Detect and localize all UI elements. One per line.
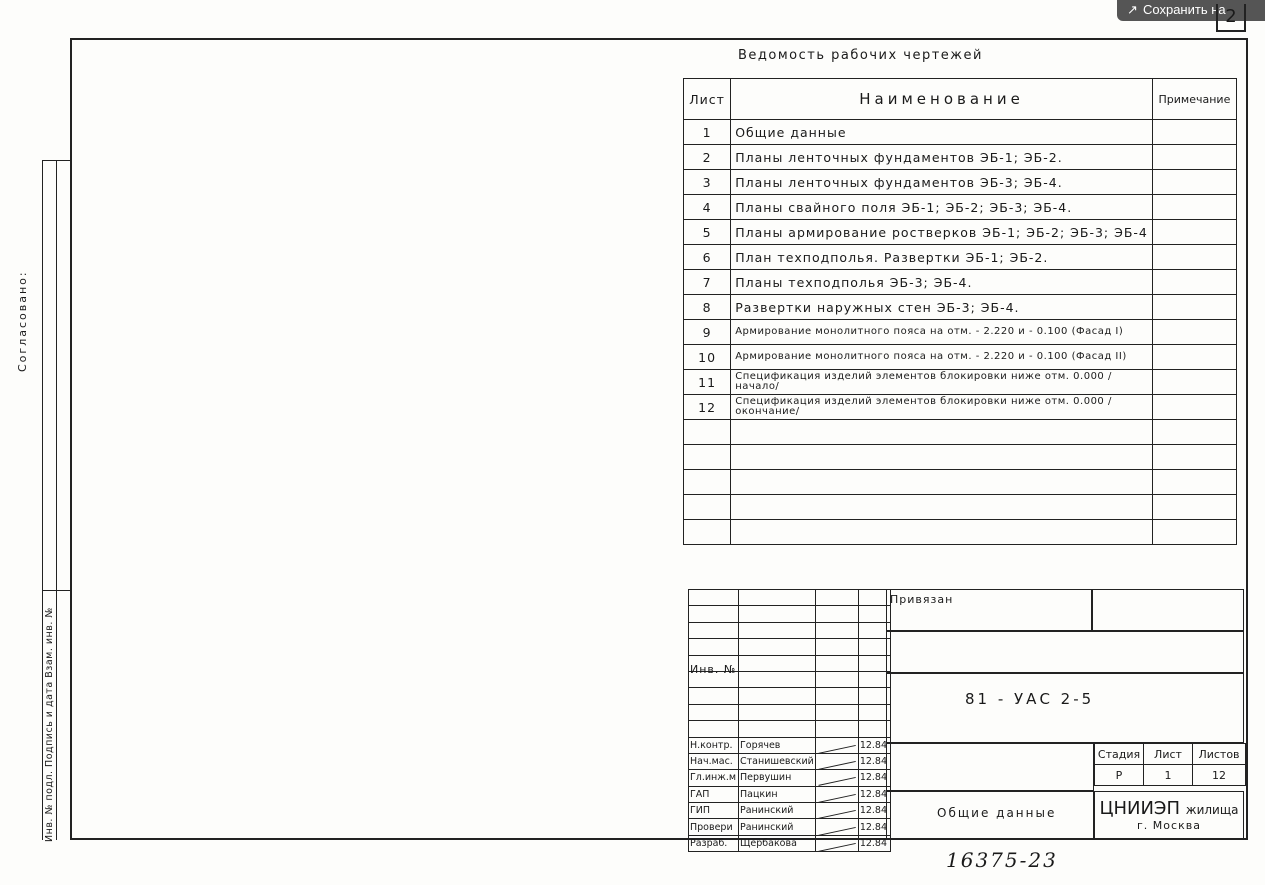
sheet-title: Развертки наружных стен ЭБ-3; ЭБ-4. (731, 295, 1153, 320)
table-row (684, 270, 1237, 295)
signature-row-empty (689, 688, 891, 704)
sheet-number: 4 (684, 195, 731, 220)
stage-grid (1094, 743, 1246, 786)
sheet-number: 3 (684, 170, 731, 195)
table-row-empty (684, 520, 1237, 545)
sheet-title: План техподполья. Развертки ЭБ-1; ЭБ-2. (731, 245, 1153, 270)
sheet-note (1152, 395, 1236, 420)
header-note: Примечание (1152, 79, 1236, 120)
signature-name: Горячев (739, 737, 816, 753)
sheet-note (1152, 320, 1236, 345)
sheet-number: 5 (684, 220, 731, 245)
org-city: г. Москва (1137, 819, 1201, 832)
sheet-number: 8 (684, 295, 731, 320)
title-block-empty (886, 743, 1094, 791)
sheet-note (1152, 120, 1236, 145)
sheet-note (1152, 370, 1236, 395)
agreed-label: Согласовано: (16, 270, 29, 372)
table-row (684, 120, 1237, 145)
signature-name: Пацкин (739, 786, 816, 802)
signature-row (689, 737, 891, 753)
sheet-title: Планы ленточных фундаментов ЭБ-3; ЭБ-4. (731, 170, 1153, 195)
org-suffix: жилища (1185, 803, 1239, 817)
sheet-title: Армирование монолитного пояса на отм. - 2.220 и - 0.100 (Фасад II) (731, 345, 1153, 370)
signature-date: 12.84 (858, 835, 890, 851)
stage-value: Р (1095, 765, 1144, 786)
document-title: Ведомость рабочих чертежей (738, 48, 983, 63)
signature-name: Станишевский (739, 753, 816, 769)
signature-mark (815, 786, 858, 802)
share-icon: ↗ (1127, 2, 1138, 17)
sheet-title: Планы свайного поля ЭБ-1; ЭБ-2; ЭБ-3; ЭБ-4. (731, 195, 1153, 220)
sheet-list-table (683, 78, 1237, 545)
sheets-total-value: 12 (1193, 765, 1246, 786)
signature-role: Гл.инж.м (689, 770, 739, 786)
table-row (684, 370, 1237, 395)
signature-date: 12.84 (858, 819, 890, 835)
table-row-empty (684, 470, 1237, 495)
signature-row (689, 819, 891, 835)
document-code: 81 - УАС 2-5 (886, 673, 1244, 743)
signature-row-empty (689, 590, 891, 606)
sheet-title: Спецификация изделий элементов блокировки ниже отм. 0.000 / начало/ (731, 370, 1153, 395)
sheet-number: 6 (684, 245, 731, 270)
sheet-title: Общие данные (731, 120, 1153, 145)
header-name: Наименование (731, 79, 1153, 120)
header-sheet: Лист (684, 79, 731, 120)
sheet-note (1152, 295, 1236, 320)
sheets-total-header: Листов (1193, 744, 1246, 765)
sheet-note (1152, 145, 1236, 170)
stage-header: Стадия (1095, 744, 1144, 765)
signature-role: Н.контр. (689, 737, 739, 753)
signature-row-empty (689, 704, 891, 720)
signature-block (688, 589, 891, 852)
signature-row (689, 753, 891, 769)
sheet-note (1152, 195, 1236, 220)
signature-mark (815, 835, 858, 851)
sheet-note (1152, 270, 1236, 295)
table-row (684, 220, 1237, 245)
sheet-note (1152, 170, 1236, 195)
sheet-note (1152, 345, 1236, 370)
signature-name: Первушин (739, 770, 816, 786)
table-row (684, 145, 1237, 170)
sheet-note (1152, 220, 1236, 245)
table-row (684, 195, 1237, 220)
stamp-labels: Инв. № подл. Подпись и дата Взам. инв. № (44, 607, 55, 842)
signature-mark (815, 803, 858, 819)
table-row-empty (684, 445, 1237, 470)
signature-mark (815, 819, 858, 835)
archive-number: 16375-23 (946, 848, 1058, 872)
title-block-box (886, 631, 1244, 673)
signature-mark (815, 753, 858, 769)
signature-role: ГАП (689, 786, 739, 802)
signature-date: 12.84 (858, 770, 890, 786)
sheet-note (1152, 245, 1236, 270)
signature-role: ГИП (689, 803, 739, 819)
table-row (684, 295, 1237, 320)
signature-row-empty (689, 639, 891, 655)
signature-date: 12.84 (858, 803, 890, 819)
signature-name: Щербакова (739, 835, 816, 851)
table-row (684, 345, 1237, 370)
signature-role: Нач.мас. (689, 753, 739, 769)
organization (1094, 791, 1244, 839)
table-row (684, 395, 1237, 420)
signature-role: Провери (689, 819, 739, 835)
sheet-value: 1 (1144, 765, 1193, 786)
table-row (684, 245, 1237, 270)
sheet-number: 2 (684, 145, 731, 170)
sheet-title: Армирование монолитного пояса на отм. - 2.220 и - 0.100 (Фасад I) (731, 320, 1153, 345)
signature-row (689, 835, 891, 851)
sheet-title: Планы техподполья ЭБ-3; ЭБ-4. (731, 270, 1153, 295)
signature-row-empty (689, 606, 891, 622)
sheet-name: Общие данные (886, 791, 1094, 839)
signature-row-empty (689, 622, 891, 638)
signature-row (689, 770, 891, 786)
signature-date: 12.84 (858, 737, 890, 753)
table-row-empty (684, 495, 1237, 520)
signature-name: Ранинский (739, 803, 816, 819)
privyazan-label: Привязан (886, 589, 1092, 631)
page-number: 2 (1216, 4, 1246, 32)
sheet-number: 1 (684, 120, 731, 145)
signature-date: 12.84 (858, 753, 890, 769)
signature-mark (815, 770, 858, 786)
sheet-number: 11 (684, 370, 731, 395)
table-row (684, 320, 1237, 345)
privyazan-box (1092, 589, 1244, 631)
signature-row-empty (689, 721, 891, 737)
sheet-number: 7 (684, 270, 731, 295)
signature-name: Ранинский (739, 819, 816, 835)
sheet-number: 10 (684, 345, 731, 370)
sheet-title: Планы ленточных фундаментов ЭБ-1; ЭБ-2. (731, 145, 1153, 170)
inv-label: Инв. № (690, 663, 737, 676)
org-name: ЦНИИЭП (1099, 798, 1181, 819)
save-button[interactable]: ↗ Сохранить на (1117, 0, 1265, 21)
signature-row (689, 786, 891, 802)
signature-role: Разраб. (689, 835, 739, 851)
table-row-empty (684, 420, 1237, 445)
table-row (684, 170, 1237, 195)
sheet-number: 9 (684, 320, 731, 345)
signature-date: 12.84 (858, 786, 890, 802)
sheet-header: Лист (1144, 744, 1193, 765)
signature-row (689, 803, 891, 819)
sheet-number: 12 (684, 395, 731, 420)
sheet-title: Спецификация изделий элементов блокировки ниже отм. 0.000 / окончание/ (731, 395, 1153, 420)
signature-mark (815, 737, 858, 753)
sheet-title: Планы армирование ростверков ЭБ-1; ЭБ-2; ЭБ-3; ЭБ-4 (731, 220, 1153, 245)
